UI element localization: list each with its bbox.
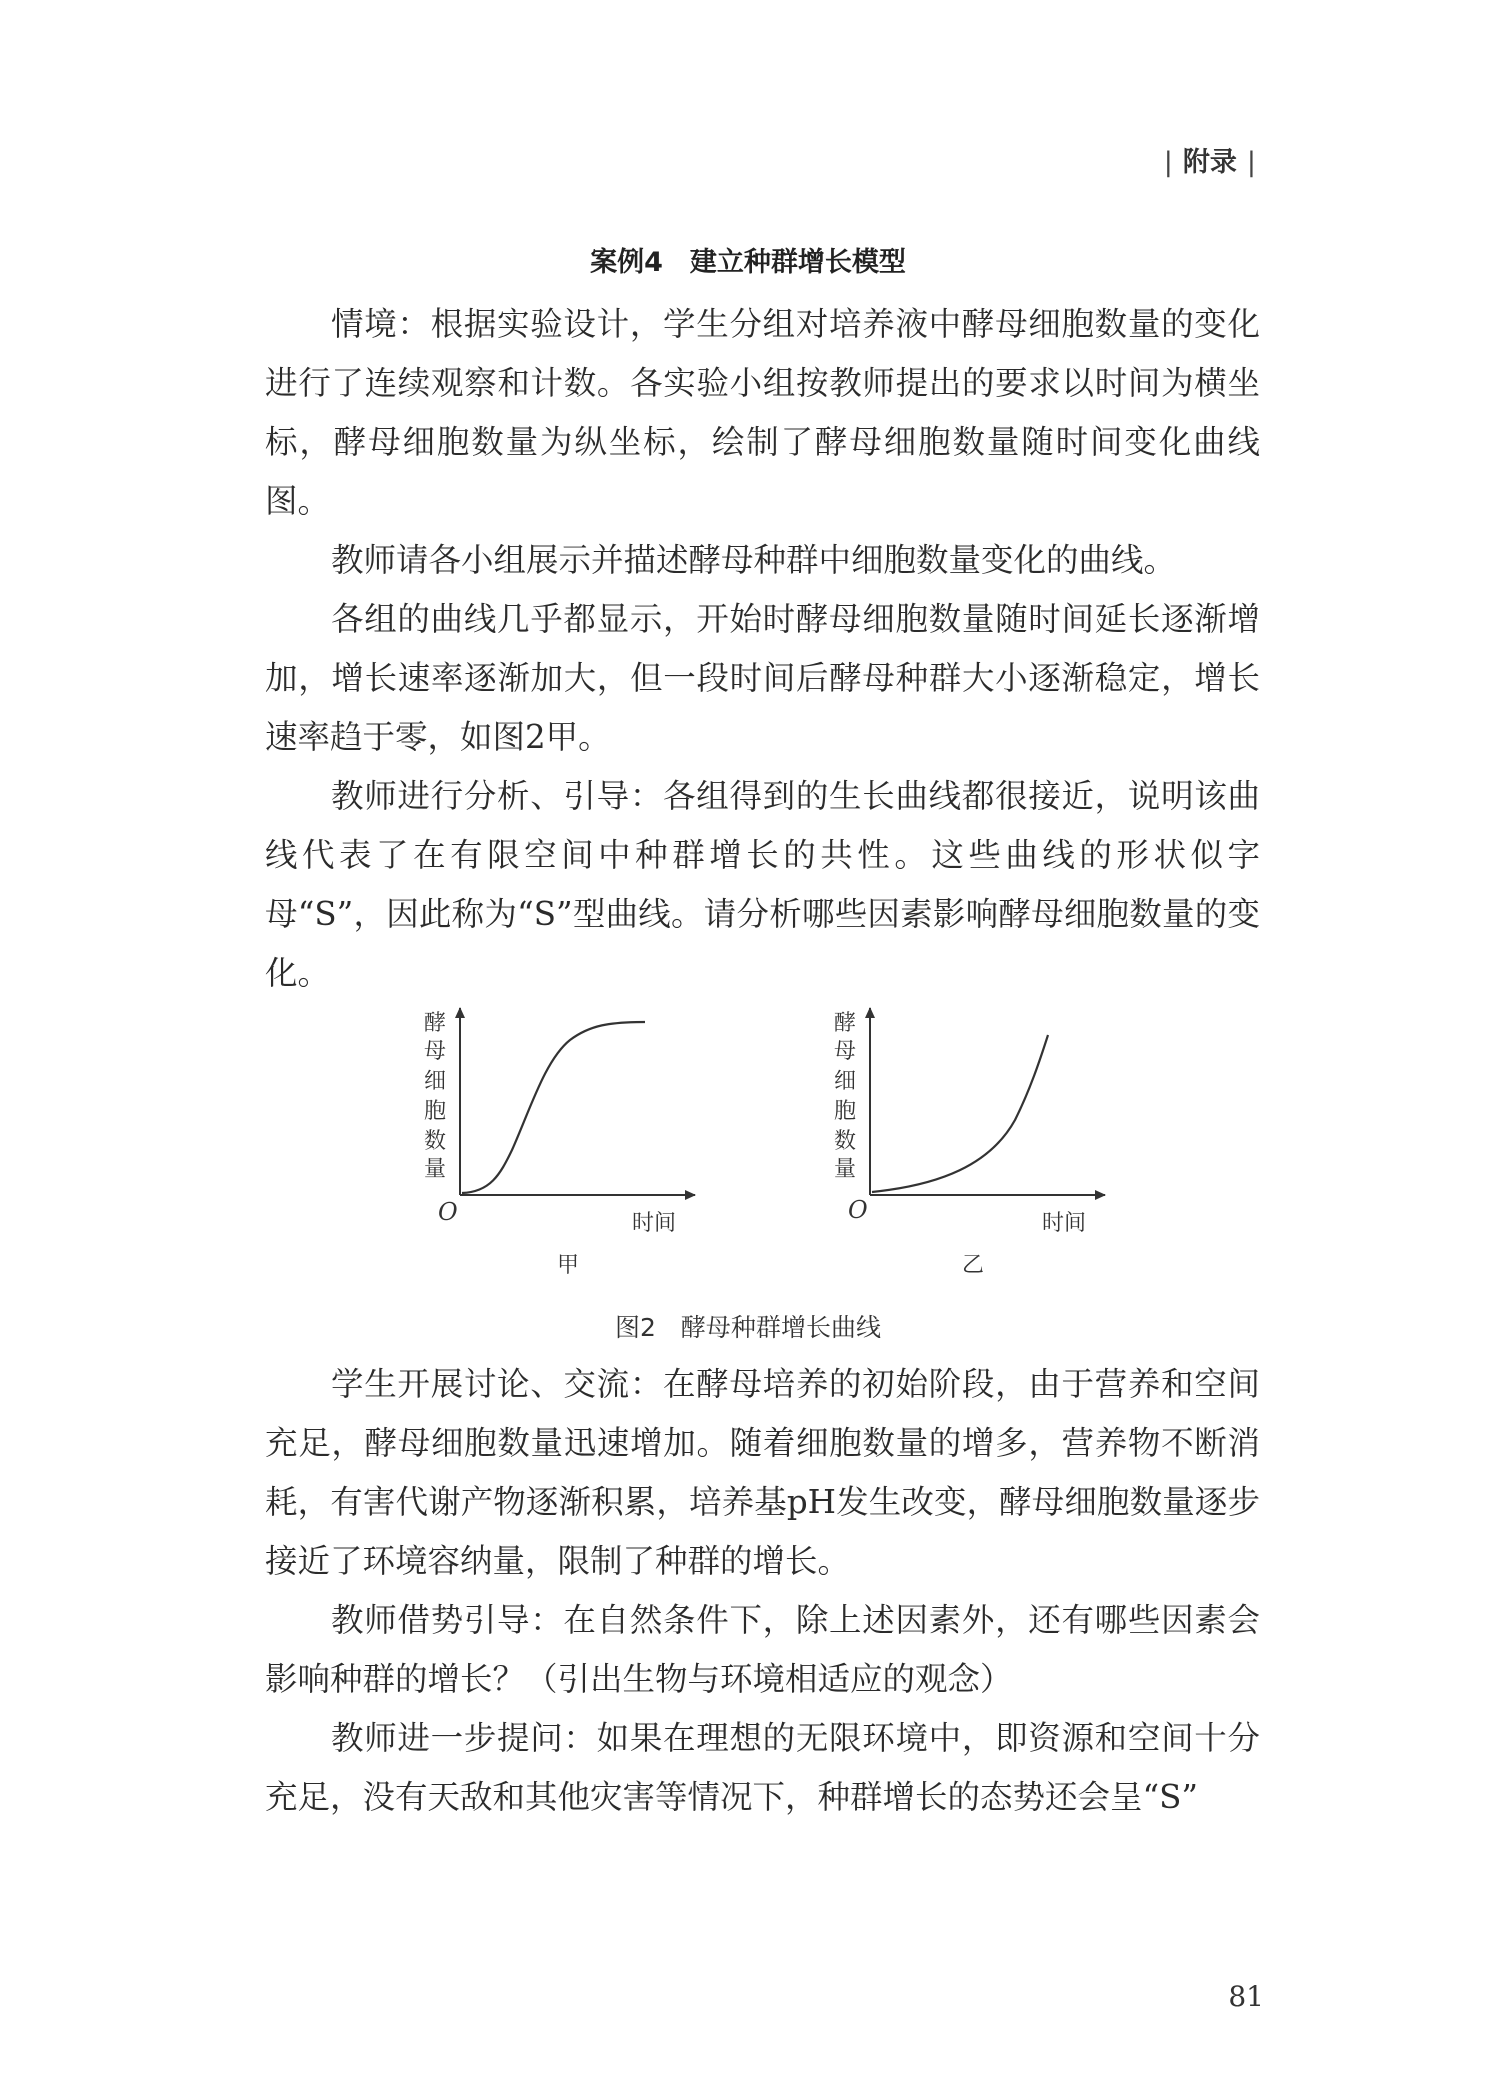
body-text-before-figure xyxy=(265,295,1260,1003)
y-char: 母 xyxy=(834,1039,857,1064)
growth-curves-figure xyxy=(0,1000,1496,1340)
y-char: 母 xyxy=(424,1039,447,1064)
running-head-label: 附录 xyxy=(1182,147,1237,178)
origin-label: O xyxy=(438,1198,458,1226)
paragraph: 教师进行分析、引导：各组得到的生长曲线都很接近，说明该曲线代表了在有限空间中种群增长的共性。这些曲线的形状似字母“S”，因此称为“S”型曲线。请分析哪些因素影响酵母细胞数量的变化。 xyxy=(265,777,1260,992)
paragraph: 情境：根据实验设计，学生分组对培养液中酵母细胞数量的变化进行了连续观察和计数。各实验小组按教师提出的要求以时间为横坐标，酵母细胞数量为纵坐标，绘制了酵母细胞数量随时间变化曲线图。 xyxy=(265,305,1260,520)
section-title: 案例4 建立种群增长模型 xyxy=(590,247,906,278)
paragraph: 教师进一步提问：如果在理想的无限环境中，即资源和空间十分充足，没有天敌和其他灾害等情况下，种群增长的态势还会呈“S” xyxy=(265,1719,1260,1816)
panel-label: 乙 xyxy=(962,1253,985,1278)
y-char: 酵 xyxy=(424,1011,447,1036)
y-char: 酵 xyxy=(834,1011,857,1036)
origin-label: O xyxy=(848,1196,868,1224)
running-head xyxy=(1154,140,1266,179)
y-char: 量 xyxy=(834,1157,857,1182)
y-char: 数 xyxy=(424,1129,447,1154)
x-axis-label: 时间 xyxy=(1042,1211,1087,1236)
paragraph: 学生开展讨论、交流：在酵母培养的初始阶段，由于营养和空间充足，酵母细胞数量迅速增加。随着细胞数量的增多，营养物不断消耗，有害代谢产物逐渐积累，培养基pH发生改变，酵母细胞数量逐步接近了环境容纳量，限制了种群的增长。 xyxy=(265,1365,1260,1580)
j-curve xyxy=(872,1035,1048,1192)
y-char: 胞 xyxy=(424,1099,447,1124)
paragraph: 各组的曲线几乎都显示，开始时酵母细胞数量随时间延长逐渐增加，增长速率逐渐加大，但一段时间后酵母种群大小逐渐稳定，增长速率趋于零，如图2甲。 xyxy=(265,600,1260,756)
x-axis-label: 时间 xyxy=(632,1211,677,1236)
paragraph: 教师借势引导：在自然条件下，除上述因素外，还有哪些因素会影响种群的增长？（引出生物与环境相适应的观念） xyxy=(265,1601,1260,1698)
y-char: 细 xyxy=(424,1069,447,1094)
y-char: 数 xyxy=(834,1129,857,1154)
page-number: 81 xyxy=(1228,1980,1264,2013)
panel-label: 甲 xyxy=(557,1253,580,1278)
y-char: 量 xyxy=(424,1157,447,1182)
figure-caption: 图2 酵母种群增长曲线 xyxy=(615,1313,881,1342)
y-char: 细 xyxy=(834,1069,857,1094)
running-head-bar-left: | xyxy=(1163,147,1173,178)
y-axis-label xyxy=(424,1011,446,1182)
panel-yi xyxy=(834,1008,1105,1278)
body-text-after-figure xyxy=(265,1355,1260,1827)
figure-2 xyxy=(0,1000,1496,1340)
running-head-bar-right: | xyxy=(1246,147,1256,178)
y-char: 胞 xyxy=(834,1099,857,1124)
panel-jia xyxy=(424,1008,695,1278)
s-curve xyxy=(462,1022,645,1193)
y-axis-label xyxy=(834,1011,856,1182)
paragraph: 教师请各小组展示并描述酵母种群中细胞数量变化的曲线。 xyxy=(331,541,1177,579)
